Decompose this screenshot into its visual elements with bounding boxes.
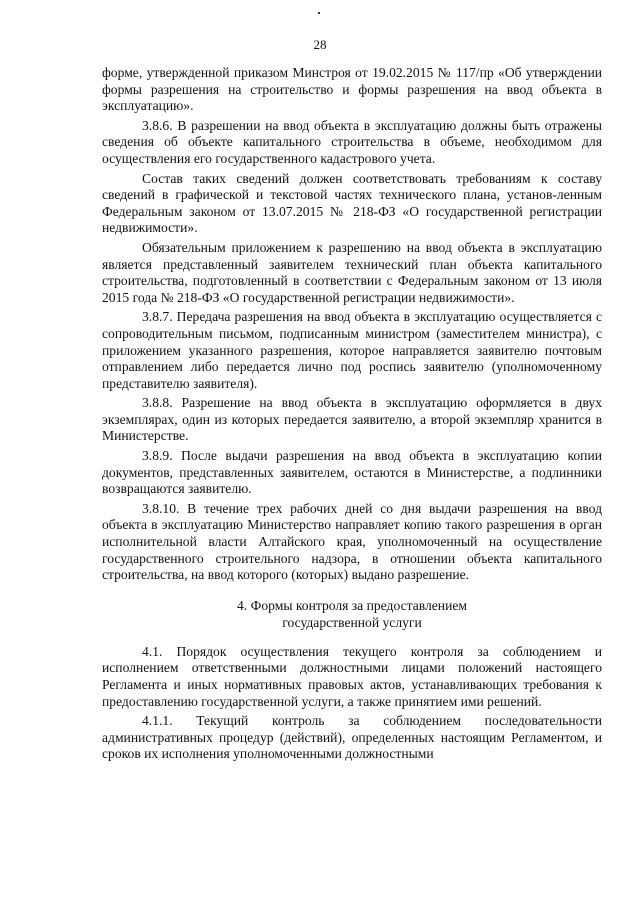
page-number: 28 <box>313 37 327 52</box>
section-heading-line-2: государственной услуги <box>282 614 422 630</box>
paragraph-mandatory-annex: Обязательным приложением к разрешению на ввод объекта в эксплуатацию является представленный заявителем технический план объекта капитального строительства, подготовленный в соответствии с Федеральным законом от 13 июля 2015 года № 218-ФЗ «О государственной регистрации недвижимости». <box>102 239 602 305</box>
paragraph-continuation: форме, утвержденной приказом Минстроя от 19.02.2015 № 117/пр «Об утверждении формы разрешения на строительство и формы разрешения на ввод объекта в эксплуатацию». <box>102 65 602 114</box>
paragraph-3-8-7: 3.8.7. Передача разрешения на ввод объекта в эксплуатацию осуществляется с сопроводительным письмом, подписанным министром (заместителем министра), с приложением указанного разрешения, которое направляется заявителю почтовым отправлением либо передается лично под роспись заявителю (уполномоченному представителю заявителя). <box>102 309 602 391</box>
document-body <box>102 65 602 766</box>
paragraph-3-8-10: 3.8.10. В течение трех рабочих дней со дня выдачи разрешения на ввод объекта в эксплуатацию Министерство направляет копию такого разрешения в орган исполнительной власти Алтайского края, уполномоченный на осуществление государственного строительного надзора, в отношении объекта капитального строительства, на ввод которого (которых) выдано разрешение. <box>102 500 602 583</box>
paragraph-4-1: 4.1. Порядок осуществления текущего контроля за соблюдением и исполнением ответственными должностными лицами положений настоящего Регламента и иных нормативных правовых актов, устанавливающих требования к предоставлению государственной услуги, а также принятием ими решений. <box>102 643 602 709</box>
paragraph-4-1-1: 4.1.1. Текущий контроль за соблюдением последовательности административных процедур (действий), определенных настоящим Регламентом, и сроков их исполнения уполномоченными должностными <box>102 713 602 762</box>
paragraph-3-8-8: 3.8.8. Разрешение на ввод объекта в эксплуатацию оформляется в двух экземплярах, один из которых передается заявителю, а второй экземпляр хранится в Министерстве. <box>102 395 602 444</box>
paragraph-3-8-9: 3.8.9. После выдачи разрешения на ввод объекта в эксплуатацию копии документов, представленных заявителем, остаются в Министерстве, а подлинники возвращаются заявителю. <box>102 448 602 497</box>
section-heading-line-1: 4. Формы контроля за предоставлением <box>237 597 467 613</box>
scan-speck <box>318 12 320 14</box>
section-4-heading <box>102 597 602 631</box>
paragraph-composition: Состав таких сведений должен соответствовать требованиям к составу сведений в графической и текстовой частях технического плана, установ-ленным Федеральным законом от 13.07.2015 № 218-ФЗ «О государственной регистрации недвижимости». <box>102 170 602 236</box>
paragraph-3-8-6: 3.8.6. В разрешении на ввод объекта в эксплуатацию должны быть отражены сведения об объекте капитального строительства в объеме, необходимом для осуществления его государственного кадастрового учета. <box>102 117 602 166</box>
